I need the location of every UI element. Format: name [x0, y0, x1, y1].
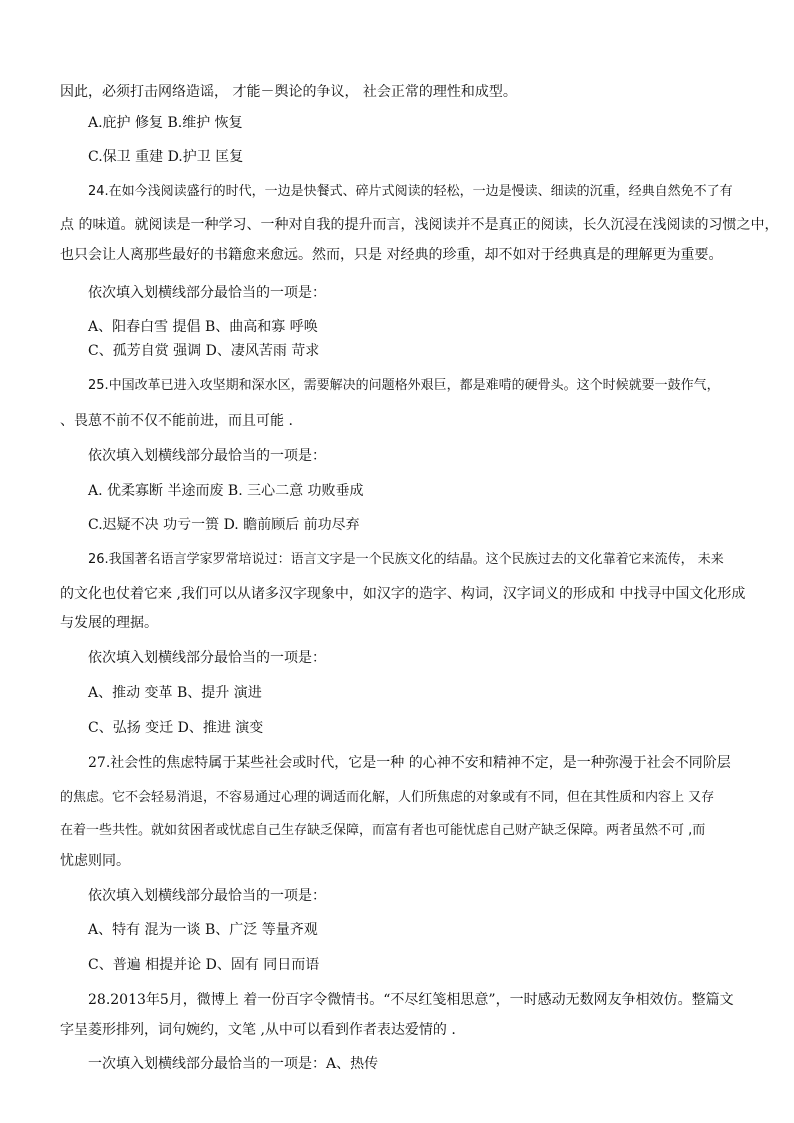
question-27-line: 27.社会性的焦虑特属于某些社会或时代，它是一种 的心神不安和精神不定，是一种弥漫于社会不同阶层: [88, 755, 731, 771]
option-line: C、普遍 相提并论 D、固有 同日而语: [88, 957, 320, 973]
instruction-line: 依次填入划横线部分最恰当的一项是：: [88, 448, 326, 464]
paragraph-line: 点 的味道。就阅读是一种学习、一种对自我的提升而言，浅阅读并不是真正的阅读，长久沉浸在浅阅读的习惯之中，: [60, 217, 779, 233]
paragraph-line: 、畏葸不前不仅不能前进，而且可能 .: [60, 413, 293, 429]
paragraph-line: 忧虑则同。: [60, 853, 130, 869]
instruction-line: 依次填入划横线部分最恰当的一项是：: [88, 888, 326, 904]
instruction-line: 一次填入划横线部分最恰当的一项是：A、热传: [88, 1056, 379, 1072]
instruction-line: 依次填入划横线部分最恰当的一项是：: [88, 650, 326, 666]
question-28-line: 28.2013年5月，微博上 着一份百字令微情书。“不尽红笺相思意”，一时感动无数网友争相效仿。整篇文: [88, 992, 734, 1008]
option-line: A、推动 变革 B、提升 演进: [88, 685, 262, 701]
option-line: C、弘扬 变迁 D、推进 演变: [88, 720, 264, 736]
paragraph-line: 的文化也仗着它来 ,我们可以从诸多汉字现象中，如汉字的造字、构词，汉字词义的形成和 中找寻中国文化形成: [60, 586, 746, 602]
paragraph-line: 与发展的理据。: [60, 615, 158, 631]
option-line: A、阳春白雪 提倡 B、曲高和寡 呼唤: [88, 319, 318, 335]
option-line: A.庇护 修复 B.维护 恢复: [88, 115, 243, 131]
paragraph-line: 也只会让人离那些最好的书籍愈来愈远。然而，只是 对经典的珍重，却不如对于经典真是的理解更为重要。: [60, 247, 723, 263]
paragraph-line: 在着一些共性。就如贫困者或忧虑自己生存缺乏保障，而富有者也可能忧虑自己财产缺乏保障。两者虽然不可 ,而: [60, 823, 706, 838]
paragraph-line: 的焦虑。它不会轻易消退，不容易通过心理的调适而化解，人们所焦虑的对象或有不同，但在其性质和内容上 又存: [60, 790, 715, 805]
option-line: C.迟疑不决 功亏一篑 D. 瞻前顾后 前功尽弃: [88, 517, 360, 533]
option-line: A. 优柔寡断 半途而废 B. 三心二意 功败垂成: [88, 483, 364, 499]
question-25-line: 25.中国改革已进入攻坚期和深水区，需要解决的问题格外艰巨，都是难啃的硬骨头。这个时候就要一鼓作气，: [88, 378, 720, 393]
question-24-line: 24.在如今浅阅读盛行的时代，一边是快餐式、碎片式阅读的轻松，一边是慢读、细读的沉重，经典自然免不了有: [88, 184, 733, 199]
option-line: A、特有 混为一谈 B、广泛 等量齐观: [88, 922, 318, 938]
question-26-line: 26.我国著名语言学家罗常培说过：语言文字是一个民族文化的结晶。这个民族过去的文化靠着它来流传， 未来: [88, 552, 724, 567]
option-line: C.保卫 重建 D.护卫 匡复: [88, 149, 244, 165]
option-line: C、孤芳自赏 强调 D、凄风苦雨 苛求: [88, 343, 320, 359]
paragraph-line: 字呈菱形排列，词句婉约，文笔 ,从中可以看到作者表达爱情的 .: [60, 1022, 456, 1038]
instruction-line: 依次填入划横线部分最恰当的一项是：: [88, 285, 326, 301]
paragraph-line: 因此，必须打击网络造谣， 才能－舆论的争议， 社会正常的理性和成型。: [60, 84, 517, 100]
